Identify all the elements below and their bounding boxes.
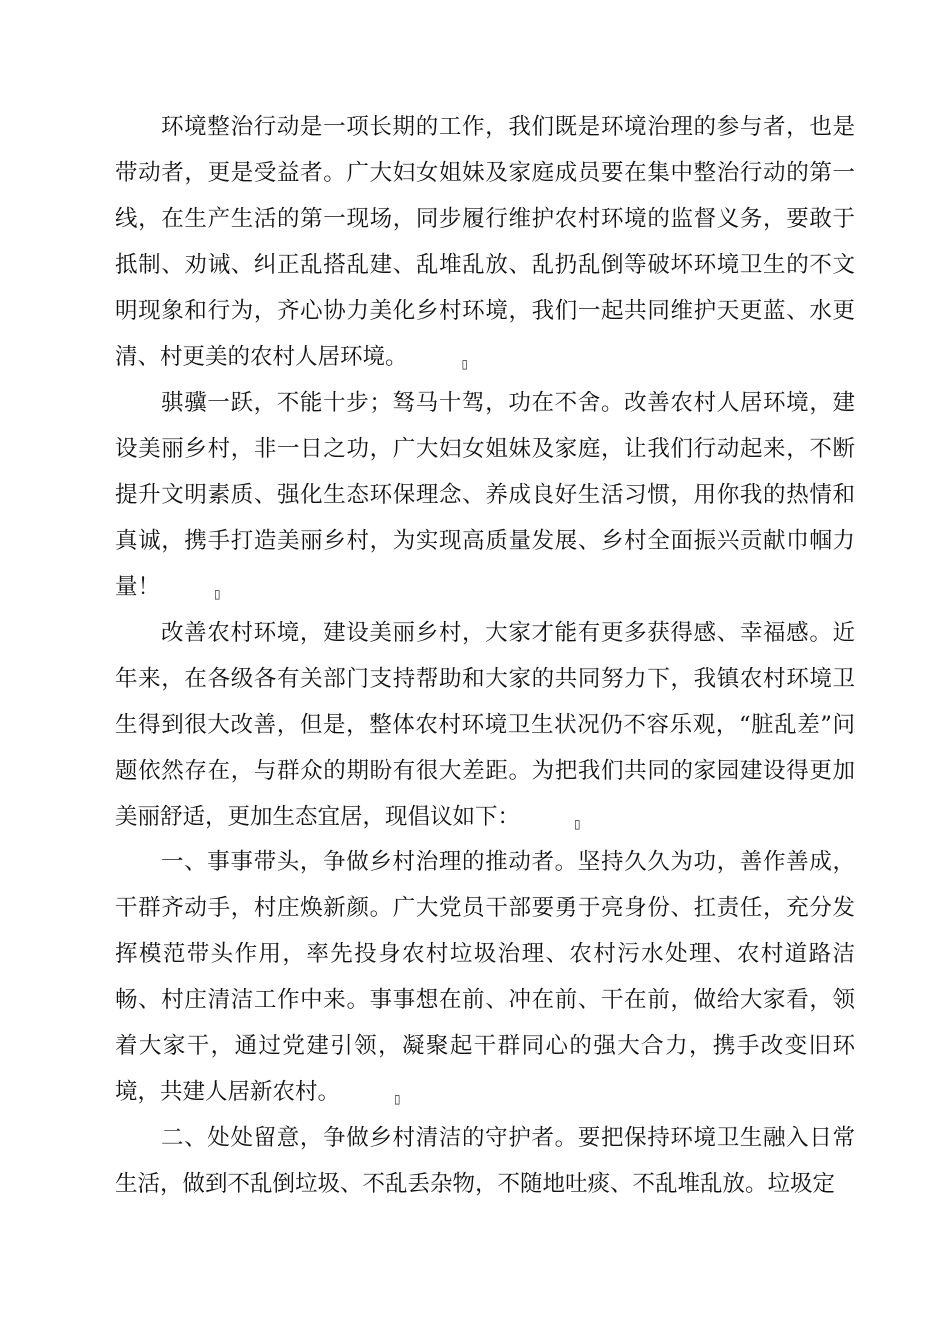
paragraph-end-mark: ▯ [574,817,581,831]
paragraph-3-text: 改善农村环境，建设美丽乡村，大家才能有更多获得感、幸福感。近年来，在各级各有关部门支持帮助和大家的共同努力下，我镇农村环境卫生得到很大改善，但是，整体农村环境卫生状况仍不容乐观，“脏乱差”问题依然存在，与群众的期盼有很大差距。为把我们共同的家园建设得更加美丽舒适，更加生态宜居，现倡议如下： [115,620,855,830]
paragraph-end-mark: ▯ [214,587,221,601]
paragraph-2 [115,380,855,610]
paragraph-4-text: 一、事事带头，争做乡村治理的推动者。坚持久久为功，善作善成，干群齐动手，村庄焕新颜。广大党员干部要勇于亮身份、扛责任，充分发挥模范带头作用，率先投身农村垃圾治理、农村污水处理、农村道路洁畅、村庄清洁工作中来。事事想在前、冲在前、干在前，做给大家看，领着大家干，通过党建引领，凝聚起干群同心的强大合力，携手改变旧环境，共建人居新农村。 [115,849,855,1105]
paragraph-5 [115,1115,855,1207]
paragraph-2-text: 骐骥一跃，不能十步；驽马十驾，功在不舍。改善农村人居环境，建设美丽乡村，非一日之功，广大妇女姐妹及家庭，让我们行动起来，不断提升文明素质、强化生态环保理念、养成良好生活习惯，用你我的热情和真诚，携手打造美丽乡村，为实现高质量发展、乡村全面振兴贡献巾帼力量！ [115,390,855,600]
paragraph-end-mark: ▯ [394,1092,401,1106]
paragraph-end-mark: ▯ [461,357,469,371]
paragraph-5-text: 二、处处留意，争做乡村清洁的守护者。要把保持环境卫生融入日常生活，做到不乱倒垃圾、不乱丢杂物，不随地吐痰、不乱堆乱放。垃圾定 [115,1125,855,1197]
paragraph-1 [115,104,855,380]
paragraph-4 [115,839,855,1115]
paragraph-3 [115,610,855,840]
paragraph-1-text: 环境整治行动是一项长期的工作，我们既是环境治理的参与者，也是带动者，更是受益者。广大妇女姐妹及家庭成员要在集中整治行动的第一线，在生产生活的第一现场，同步履行维护农村环境的监督义务，要敢于抵制、劝诫、纠正乱搭乱建、乱堆乱放、乱扔乱倒等破坏环境卫生的不文明现象和行为，齐心协力美化乡村环境，我们一起共同维护天更蓝、水更清、村更美的农村人居环境。 [115,114,855,370]
